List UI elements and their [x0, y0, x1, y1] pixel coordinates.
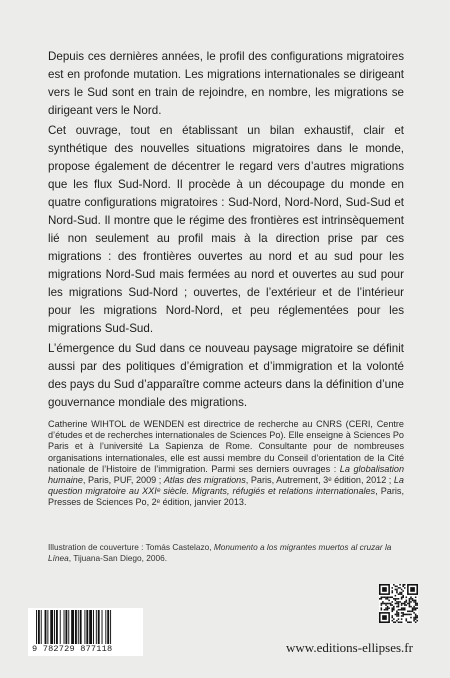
publisher-website: www.editions-ellipses.fr — [286, 640, 413, 655]
qr-code-icon — [379, 584, 418, 623]
author-bio — [48, 419, 404, 509]
barcode-icon — [28, 608, 143, 656]
barcode-bars — [36, 610, 136, 644]
barcode-digits: 9 782729 877118 — [32, 644, 113, 654]
credit-suffix: , Tijuana-San Diego, 2006. — [68, 553, 168, 563]
bio-text-3: , Paris, Autrement, 3ᵉ édition, 2012 ; — [245, 475, 394, 486]
main-description — [48, 48, 404, 414]
paragraph-1: Depuis ces dernières années, le profil des configurations migratoires est en profonde mutation. Les migrations internationales se dirigeant vers le Sud sont en train de rejoindre, en nombre, les migrations se dirigeant vers le Nord. — [48, 50, 404, 117]
paragraph-2: Cet ouvrage, tout en établissant un bilan exhaustif, clair et synthétique des nouvelles situations migratoires dans le monde, propose également de décentrer le regard vers d’autres migrations que les flux Sud-Nord. Il procède à un découpage du monde en quatre configurations migratoires : Sud-Nord, Nord-Nord, Sud-Sud et Nord-Sud. Il montre que le régime des frontières est intrinsèquement lié non seulement au profil mais à la direction prise par ces migrations : des frontières ouvertes au nord et au sud pour les migrations Nord-Sud mais fermées au nord et ouvertes au sud pour les migrations Sud-Nord ; ouvertes, de l’extérieur et de l’intérieur pour les migrations Nord-Nord, et peu réglementées pour les migrations Sud-Sud. — [48, 124, 404, 335]
credit-prefix: Illustration de couverture : Tomás Castelazo, — [48, 542, 214, 552]
bio-text-2: , Paris, PUF, 2009 ; — [82, 475, 164, 486]
bio-title-1: La globalisation humaine — [48, 463, 405, 486]
bio-text-4: , Paris, Presses de Sciences Po, 2ᵉ édition, janvier 2013. — [48, 486, 404, 508]
qr-code-graphic — [379, 584, 418, 623]
bio-title-2: Atlas des migrations — [163, 475, 246, 486]
cover-credit — [48, 542, 404, 564]
paragraph-3: L’émergence du Sud dans ce nouveau paysage migratoire se définit aussi par des politiques d’émigration et d’immigration et la volonté des pays du Sud d’apparaître comme acteurs dans la définition d’une gouvernance mondiale des migrations. — [48, 342, 404, 409]
credit-title: Monumento a los migrantes muertos al cruzar la Línea — [48, 542, 392, 563]
bio-title-3: La question migratoire au XXIᵉ siècle. Migrants, réfugiés et relations internationales — [48, 475, 404, 497]
bio-text-1: Catherine WIHTOL de WENDEN est directrice de recherche au CNRS (CERI, Centre d’études et de recherches internationales de Sciences Po). Elle enseigne à Sciences Po Paris et à l’université La Sapienza de Rome. Consultante pour de nombreuses organisations internationales, elle est aussi membre du Conseil d’orientation de la Cité nationale de l’Histoire de l’immigration. Parmi ses derniers ouvrages : — [48, 419, 404, 474]
